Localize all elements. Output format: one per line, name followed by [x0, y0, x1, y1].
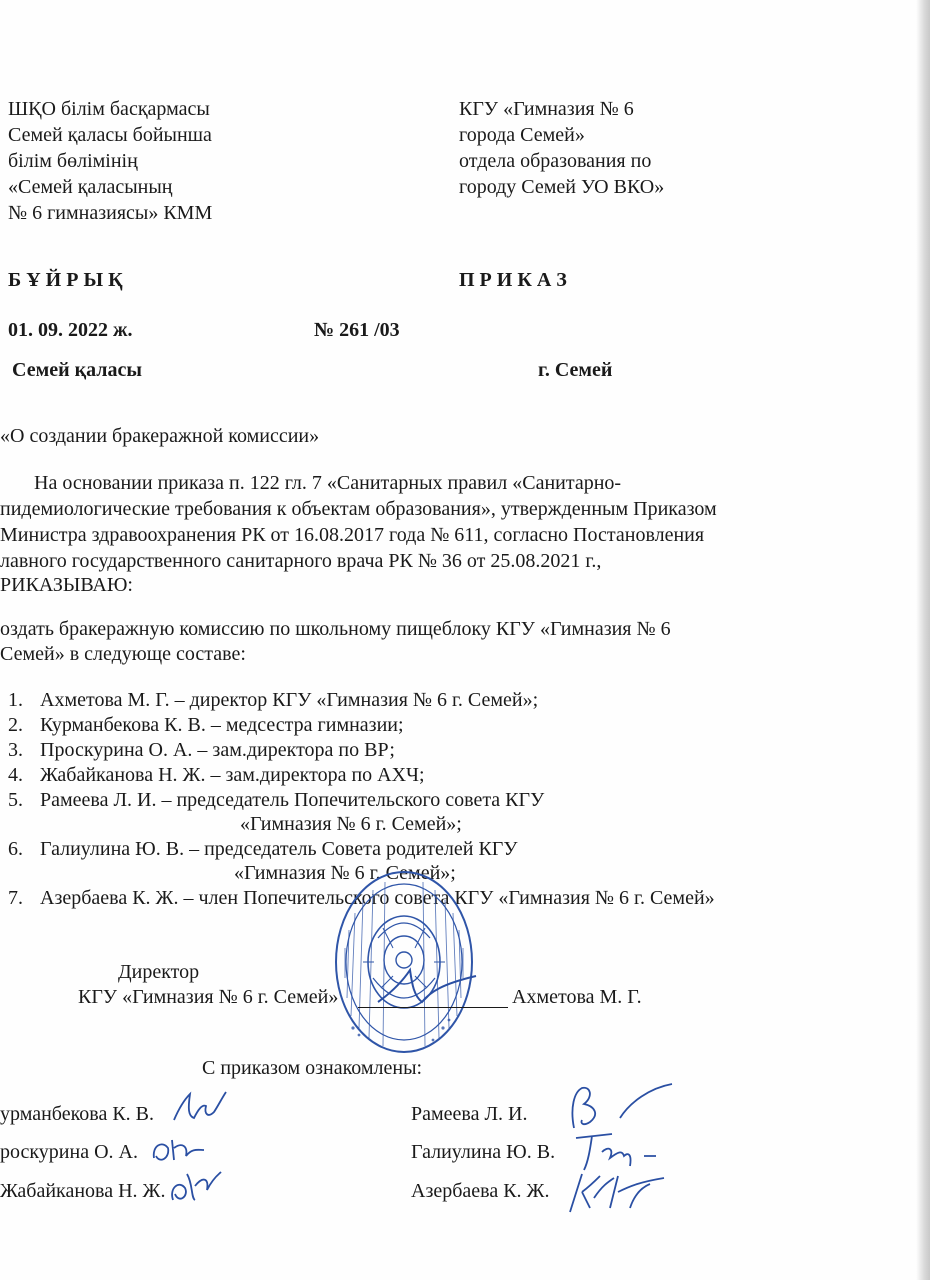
- member-item: [8, 886, 23, 910]
- member-text: Азербаева К. Ж. – член Попечительского совета КГУ «Гимназия № 6 г. Семей»: [40, 887, 715, 909]
- order-date: 01. 09. 2022 ж.: [8, 319, 133, 341]
- basis-line: лавного государственного санитарного врача РК № 36 от 25.08.2021 г.,: [0, 550, 602, 572]
- doc-type-kz: Б Ұ Й Р Ы Қ: [8, 269, 123, 291]
- member-text: Рамеева Л. И. – председатель Попечительского совета КГУ: [40, 789, 545, 811]
- member-number: 2.: [8, 714, 23, 736]
- member-text: Жабайканова Н. Ж. – зам.директора по АХЧ;: [40, 764, 425, 786]
- header-right-line: КГУ «Гимназия № 6: [459, 98, 634, 120]
- acq-name-left: Жабайканова Н. Ж.: [0, 1180, 166, 1202]
- member-number: 3.: [8, 739, 23, 761]
- header-right-line: городу Семей УО ВКО»: [459, 176, 665, 198]
- director-title: Директор: [118, 961, 200, 983]
- member-text-cont: «Гимназия № 6 г. Семей»;: [234, 862, 456, 884]
- member-item: [8, 788, 23, 812]
- basis-line: На основании приказа п. 122 гл. 7 «Санитарных правил «Санитарно-: [34, 472, 622, 494]
- member-number: 4.: [8, 764, 23, 786]
- acq-name-right: Азербаева К. Ж.: [411, 1180, 550, 1202]
- order-line: Семей» в следующе составе:: [0, 643, 246, 665]
- header-left-line: ШҚО білім басқармасы: [8, 98, 210, 120]
- basis-line: пидемиологические требования к объектам образования», утвержденным Приказом: [0, 498, 717, 520]
- doc-type-ru: П Р И К А З: [459, 269, 567, 291]
- member-number: 7.: [8, 887, 23, 909]
- basis-line: Министра здравоохранения РК от 16.08.2017 года № 611, согласно Постановления: [0, 524, 705, 546]
- member-number: 1.: [8, 689, 23, 711]
- order-line: оздать бракеражную комиссию по школьному пищеблоку КГУ «Гимназия № 6: [0, 618, 671, 640]
- member-item: [8, 837, 23, 861]
- header-left-line: № 6 гимназиясы» КММ: [8, 202, 213, 224]
- header-left-line: «Семей қаласының: [8, 176, 173, 198]
- director-org: КГУ «Гимназия № 6 г. Семей»: [78, 986, 339, 1008]
- header-left-line: білім бөлімінің: [8, 150, 138, 172]
- acquainted-heading: С приказом ознакомлены:: [202, 1057, 423, 1079]
- order-number: № 261 /03: [314, 319, 400, 341]
- member-item: [8, 738, 23, 762]
- acq-name-left: урманбекова К. В.: [0, 1103, 155, 1125]
- director-name: Ахметова М. Г.: [512, 986, 642, 1008]
- acq-name-left: роскурина О. А.: [0, 1141, 138, 1163]
- member-text: Галиулина Ю. В. – председатель Совета родителей КГУ: [40, 838, 518, 860]
- member-text: Проскурина О. А. – зам.директора по ВР;: [40, 739, 395, 761]
- header-right-line: отдела образования по: [459, 150, 652, 172]
- header-right-line: города Семей»: [459, 124, 585, 146]
- header-left-line: Семей қаласы бойынша: [8, 124, 212, 146]
- member-text: Курманбекова К. В. – медсестра гимназии;: [40, 714, 404, 736]
- signature-azerbaeva: [560, 1168, 670, 1218]
- member-text-cont: «Гимназия № 6 г. Семей»;: [240, 813, 462, 835]
- director-signature: [372, 962, 482, 1012]
- member-number: 5.: [8, 789, 23, 811]
- header-left-block: [8, 96, 212, 226]
- member-text: Ахметова М. Г. – директор КГУ «Гимназия № 6 г. Семей»;: [40, 689, 539, 711]
- signature-kurmanbekova: [170, 1088, 230, 1128]
- page-edge-shadow: [916, 0, 930, 1280]
- acq-name-right: Галиулина Ю. В.: [411, 1141, 556, 1163]
- city-ru: г. Семей: [538, 359, 613, 381]
- basis-line: РИКАЗЫВАЮ:: [0, 574, 133, 596]
- member-item: [8, 763, 23, 787]
- order-subject: «О создании бракеражной комиссии»: [0, 425, 320, 447]
- member-item: [8, 688, 23, 712]
- member-item: [8, 713, 23, 737]
- member-number: 6.: [8, 838, 23, 860]
- signature-zhabaikanova: [165, 1164, 225, 1209]
- acq-name-right: Рамеева Л. И.: [411, 1103, 528, 1125]
- city-kz: Семей қаласы: [12, 359, 142, 381]
- header-right-block: [459, 96, 664, 200]
